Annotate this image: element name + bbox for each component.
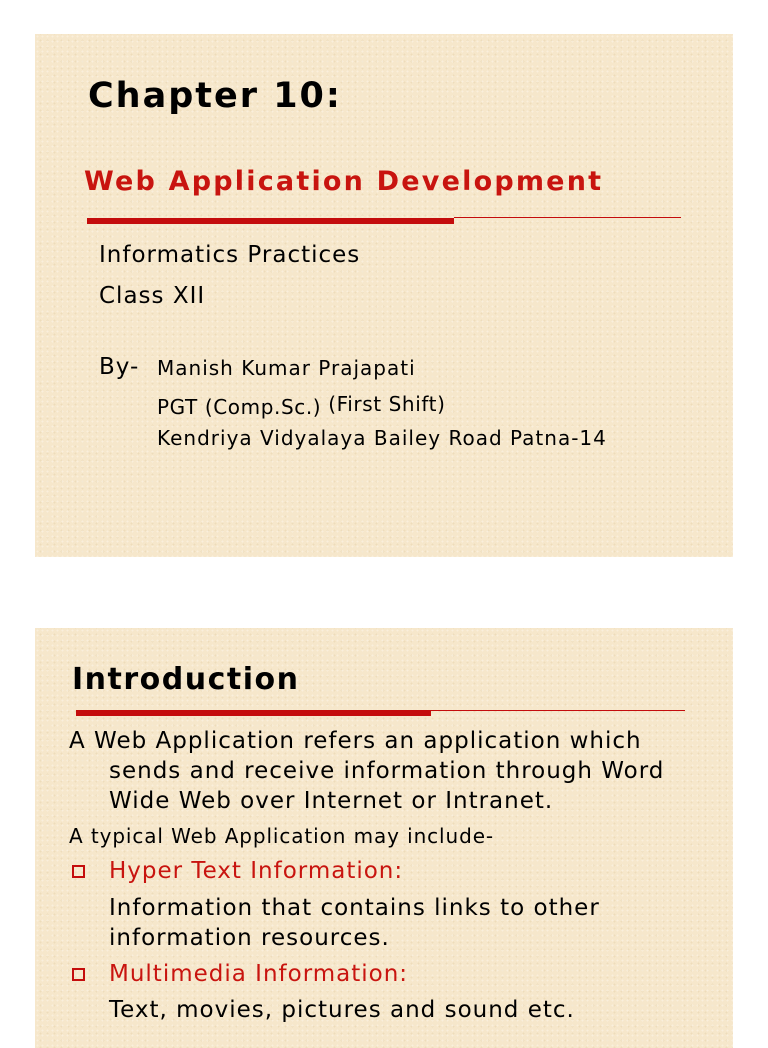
by-label: By-: [99, 354, 140, 380]
author-name: Manish Kumar Prajapati: [157, 356, 416, 380]
definition-line: sends and receive information through Word: [109, 758, 665, 784]
item-description: Information that contains links to other: [109, 895, 600, 921]
author-designation: [157, 392, 446, 419]
subtitle-rule-thick: [87, 218, 454, 224]
designation-shift: (First Shift): [328, 392, 446, 416]
chapter-subtitle: Web Application Development: [84, 166, 604, 197]
designation-post: PGT (Comp.Sc.): [157, 395, 322, 419]
item-description: Text, movies, pictures and sound etc.: [109, 997, 575, 1023]
title-rule-thick: [76, 710, 431, 716]
slide-title: Introduction: [72, 662, 300, 697]
item-heading: Multimedia Information:: [109, 961, 409, 987]
chapter-title: Chapter 10:: [88, 76, 342, 116]
school-name: Kendriya Vidyalaya Bailey Road Patna-14: [157, 426, 607, 450]
course-name: Informatics Practices: [99, 242, 361, 268]
title-slide: [35, 34, 733, 557]
definition-line: Wide Web over Internet or Intranet.: [109, 788, 554, 814]
item-heading: Hyper Text Information:: [109, 858, 404, 884]
hollow-square-bullet-icon: [72, 968, 85, 981]
definition-line: A Web Application refers an application which: [69, 728, 642, 754]
title-rule-thin: [431, 710, 685, 711]
hollow-square-bullet-icon: [72, 865, 85, 878]
class-name: Class XII: [99, 283, 206, 309]
subtitle-rule-thin: [454, 217, 681, 218]
introduction-slide: [35, 628, 733, 1048]
include-intro: A typical Web Application may include-: [69, 824, 495, 848]
item-description: information resources.: [109, 925, 390, 951]
